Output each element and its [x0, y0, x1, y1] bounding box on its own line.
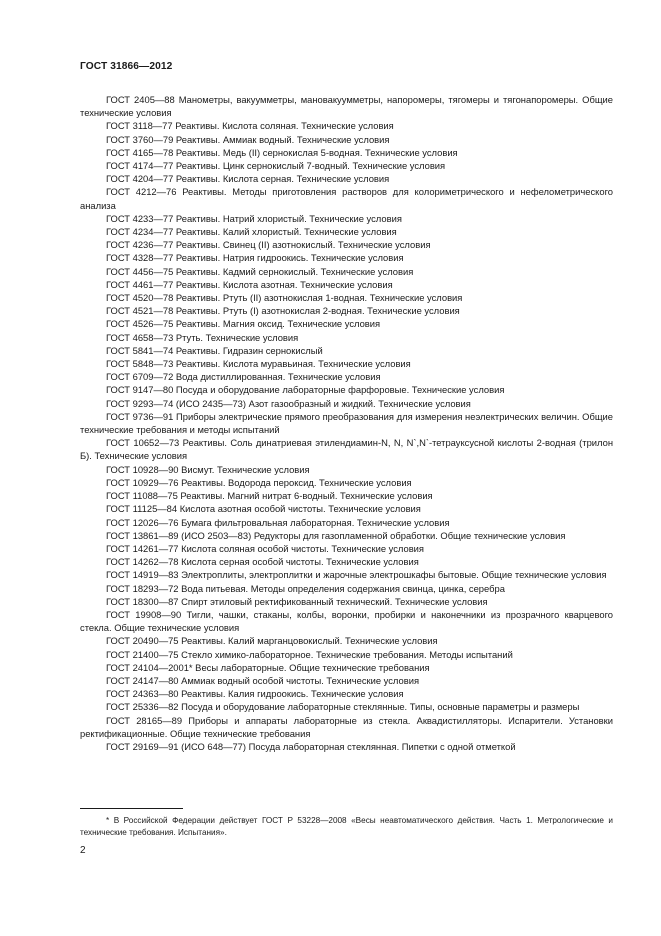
reference-item: ГОСТ 25336—82 Посуда и оборудование лабораторные стеклянные. Типы, основные параметры и размеры: [106, 701, 580, 713]
reference-item: ГОСТ 4174—77 Реактивы. Цинк сернокислый 7-водный. Технические условия: [106, 160, 446, 172]
reference-item: ГОСТ 10929—76 Реактивы. Водорода пероксид. Технические условия: [106, 476, 412, 488]
reference-item: ГОСТ 14919—83 Электроплиты, электроплитки и жарочные электрошкафы бытовые. Общие технические условия: [106, 569, 607, 581]
reference-item: ГОСТ 4165—78 Реактивы. Медь (II) сернокислая 5-водная. Технические условия: [106, 146, 458, 158]
reference-item: ГОСТ 29169—91 (ИСО 648—77) Посуда лабораторная стеклянная. Пипетки с одной отметкой: [106, 740, 516, 752]
reference-item: ГОСТ 18293—72 Вода питьевая. Методы определения содержания свинца, цинка, серебра: [106, 582, 505, 594]
reference-item: ГОСТ 18300—87 Спирт этиловый ректификованный технический. Технические условия: [106, 595, 488, 607]
reference-item: ГОСТ 28165—89 Приборы и аппараты лабораторные из стекла. Аквадистилляторы. Испарители. Установки ректификационные. Общие технические требования: [80, 714, 613, 739]
reference-item: ГОСТ 20490—75 Реактивы. Калий марганцовокислый. Технические условия: [106, 635, 438, 647]
reference-item: ГОСТ 24363—80 Реактивы. Калия гидроокись. Технические условия: [106, 688, 404, 700]
reference-item: ГОСТ 21400—75 Стекло химико-лабораторное. Технические требования. Методы испытаний: [106, 648, 513, 660]
reference-item: ГОСТ 24104—2001* Весы лабораторные. Общие технические требования: [106, 661, 430, 673]
reference-item: ГОСТ 4521—78 Реактивы. Ртуть (I) азотнокислая 2-водная. Технические условия: [106, 305, 460, 317]
reference-item: ГОСТ 5841—74 Реактивы. Гидразин сернокислый: [106, 344, 323, 356]
reference-item: ГОСТ 4328—77 Реактивы. Натрия гидроокись. Технические условия: [106, 252, 404, 264]
reference-item: ГОСТ 4461—77 Реактивы. Кислота азотная. Технические условия: [106, 278, 393, 290]
reference-item: ГОСТ 19908—90 Тигли, чашки, стаканы, колбы, воронки, пробирки и наконечники из прозрачного кварцевого стекла. Общие технические условия: [80, 608, 613, 634]
reference-item: ГОСТ 6709—72 Вода дистиллированная. Технические условия: [106, 371, 381, 383]
reference-item: ГОСТ 24147—80 Аммиак водный особой чистоты. Технические условия: [106, 674, 420, 686]
reference-item: ГОСТ 4236—77 Реактивы. Свинец (II) азотнокислый. Технические условия: [106, 239, 431, 251]
reference-item: ГОСТ 10652—73 Реактивы. Соль динатриевая этилендиамин-N, N, N`,N`-тетрауксусной кислоты 2-водная (трилон Б). Технические условия: [80, 437, 613, 462]
reference-item: ГОСТ 11088—75 Реактивы. Магний нитрат 6-водный. Технические условия: [106, 490, 433, 502]
reference-item: ГОСТ 14262—78 Кислота серная особой чистоты. Технические условия: [106, 556, 419, 568]
reference-item: ГОСТ 10928—90 Висмут. Технические условия: [106, 463, 310, 475]
reference-item: ГОСТ 9147—80 Посуда и оборудование лабораторные фарфоровые. Технические условия: [106, 384, 505, 396]
reference-item: ГОСТ 14261—77 Кислота соляная особой чистоты. Технические условия: [106, 542, 425, 554]
reference-item: ГОСТ 9293—74 (ИСО 2435—73) Азот газообразный и жидкий. Технические условия: [106, 397, 471, 409]
footnote: * В Российской Федерации действует ГОСТ Р 53228—2008 «Весы неавтоматического действия. Часть 1. Метрологические и технические требования. Испытания».: [80, 816, 613, 837]
reference-item: ГОСТ 5848—73 Реактивы. Кислота муравьиная. Технические условия: [106, 358, 411, 370]
reference-item: ГОСТ 9736—91 Приборы электрические прямого преобразования для измерения неэлектрических величин. Общие технические требования и методы испытаний: [80, 410, 613, 436]
reference-item: ГОСТ 13861—89 (ИСО 2503—83) Редукторы для газопламенной обработки. Общие технические условия: [106, 529, 566, 541]
reference-item: ГОСТ 3118—77 Реактивы. Кислота соляная. Технические условия: [106, 120, 394, 132]
reference-item: ГОСТ 4204—77 Реактивы. Кислота серная. Технические условия: [106, 173, 390, 185]
reference-item: ГОСТ 4658—73 Ртуть. Технические условия: [106, 331, 299, 343]
reference-item: ГОСТ 2405—88 Манометры, вакуумметры, мановакуумметры, напоромеры, тягомеры и тягонапоромеры. Общие технические условия: [80, 94, 613, 119]
reference-item: ГОСТ 4526—75 Реактивы. Магния оксид. Технические условия: [106, 318, 381, 330]
document-header: ГОСТ 31866—2012: [80, 61, 173, 72]
reference-item: ГОСТ 4212—76 Реактивы. Методы приготовления растворов для колориметрического и нефелометрического анализа: [80, 186, 613, 211]
reference-item: ГОСТ 11125—84 Кислота азотная особой чистоты. Технические условия: [106, 503, 421, 515]
normative-references-list: [80, 93, 613, 753]
reference-item: ГОСТ 4234—77 Реактивы. Калий хлористый. Технические условия: [106, 226, 397, 238]
footnote-separator: [80, 808, 183, 809]
reference-item: ГОСТ 12026—76 Бумага фильтровальная лабораторная. Технические условия: [106, 516, 450, 528]
reference-item: ГОСТ 4456—75 Реактивы. Кадмий сернокислый. Технические условия: [106, 265, 414, 277]
reference-item: ГОСТ 3760—79 Реактивы. Аммиак водный. Технические условия: [106, 133, 390, 145]
page-number: 2: [80, 845, 86, 856]
reference-item: ГОСТ 4520—78 Реактивы. Ртуть (II) азотнокислая 1-водная. Технические условия: [106, 292, 463, 304]
reference-item: ГОСТ 4233—77 Реактивы. Натрий хлористый. Технические условия: [106, 212, 402, 224]
